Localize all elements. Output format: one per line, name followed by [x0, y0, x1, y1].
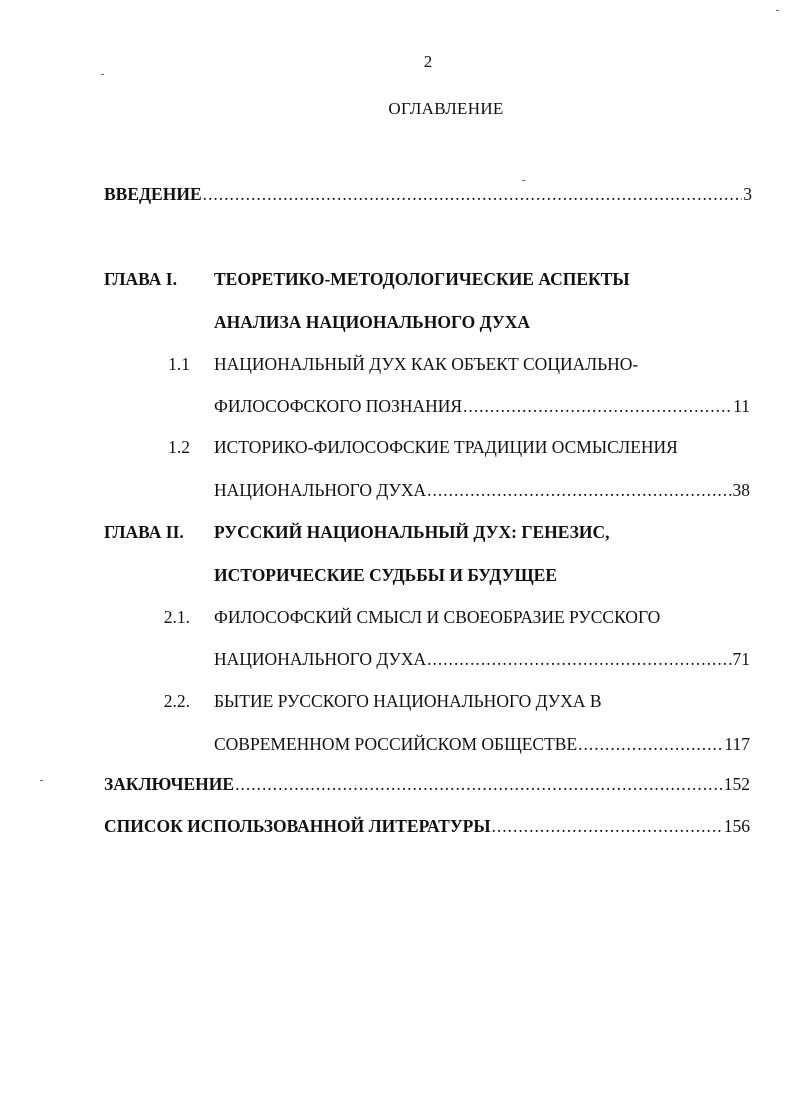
chapter-2-title-line2[interactable]: ИСТОРИЧЕСКИЕ СУДЬБЫ И БУДУЩЕЕ — [214, 565, 558, 585]
leader-dots — [463, 395, 732, 417]
toc-entry-label: СОВРЕМЕННОМ РОССИЙСКОМ ОБЩЕСТВЕ — [214, 734, 578, 754]
section-2-2-title-line1[interactable]: БЫТИЕ РУССКОГО НАЦИОНАЛЬНОГО ДУХА В — [214, 691, 602, 711]
toc-entry-intro[interactable] — [104, 183, 752, 205]
section-1-2-title-line1[interactable]: ИСТОРИКО-ФИЛОСОФСКИЕ ТРАДИЦИИ ОСМЫСЛЕНИЯ — [214, 437, 678, 457]
toc-entry-page: 38 — [732, 480, 750, 500]
page-number: 2 — [423, 52, 433, 71]
toc-entry-page: 156 — [723, 816, 750, 836]
toc-entry-section-1-1[interactable] — [214, 395, 750, 417]
toc-entry-label: НАЦИОНАЛЬНОГО ДУХА — [214, 480, 427, 500]
scan-speck — [101, 74, 104, 75]
toc-entry-bibliography[interactable] — [104, 815, 750, 837]
section-2-2-number: 2.2. — [163, 691, 190, 711]
toc-entry-label: ФИЛОСОФСКОГО ПОЗНАНИЯ — [214, 396, 463, 416]
chapter-2-label: ГЛАВА II. — [104, 522, 184, 542]
chapter-2-title-line1[interactable]: РУССКИЙ НАЦИОНАЛЬНЫЙ ДУХ: ГЕНЕЗИС, — [214, 522, 610, 542]
leader-dots — [427, 479, 731, 501]
toc-entry-section-2-2[interactable] — [214, 733, 750, 755]
leader-dots — [578, 733, 723, 755]
section-2-1-number: 2.1. — [163, 607, 190, 627]
toc-entry-label: ЗАКЛЮЧЕНИЕ — [104, 774, 235, 794]
scan-speck — [522, 180, 525, 181]
leader-dots — [492, 815, 723, 837]
toc-entry-page: 152 — [723, 774, 750, 794]
leader-dots — [235, 773, 723, 795]
toc-title: ОГЛАВЛЕНИЕ — [388, 99, 504, 118]
toc-entry-conclusion[interactable] — [104, 773, 750, 795]
chapter-1-label: ГЛАВА I. — [104, 269, 177, 289]
chapter-1-title-line2[interactable]: АНАЛИЗА НАЦИОНАЛЬНОГО ДУХА — [214, 312, 531, 332]
section-1-1-title-line1[interactable]: НАЦИОНАЛЬНЫЙ ДУХ КАК ОБЪЕКТ СОЦИАЛЬНО- — [214, 354, 639, 374]
toc-entry-page: 11 — [733, 396, 750, 416]
toc-entry-label: НАЦИОНАЛЬНОГО ДУХА — [214, 649, 427, 669]
toc-entry-label: ВВЕДЕНИЕ — [104, 184, 202, 204]
scan-speck — [40, 780, 43, 781]
leader-dots — [203, 183, 743, 205]
toc-entry-page: 71 — [732, 649, 750, 669]
toc-entry-page: 117 — [724, 734, 750, 754]
section-1-1-number: 1.1 — [168, 354, 190, 374]
toc-entry-section-1-2[interactable] — [214, 479, 750, 501]
leader-dots — [427, 648, 731, 670]
scan-speck — [776, 10, 779, 11]
chapter-1-title-line1[interactable]: ТЕОРЕТИКО-МЕТОДОЛОГИЧЕСКИЕ АСПЕКТЫ — [214, 269, 630, 289]
toc-entry-label: СПИСОК ИСПОЛЬЗОВАННОЙ ЛИТЕРАТУРЫ — [104, 816, 491, 836]
toc-entry-page: 3 — [743, 184, 752, 204]
section-1-2-number: 1.2 — [168, 437, 190, 457]
section-2-1-title-line1[interactable]: ФИЛОСОФСКИЙ СМЫСЛ И СВОЕОБРАЗИЕ РУССКОГО — [214, 607, 661, 627]
toc-entry-section-2-1[interactable] — [214, 648, 750, 670]
